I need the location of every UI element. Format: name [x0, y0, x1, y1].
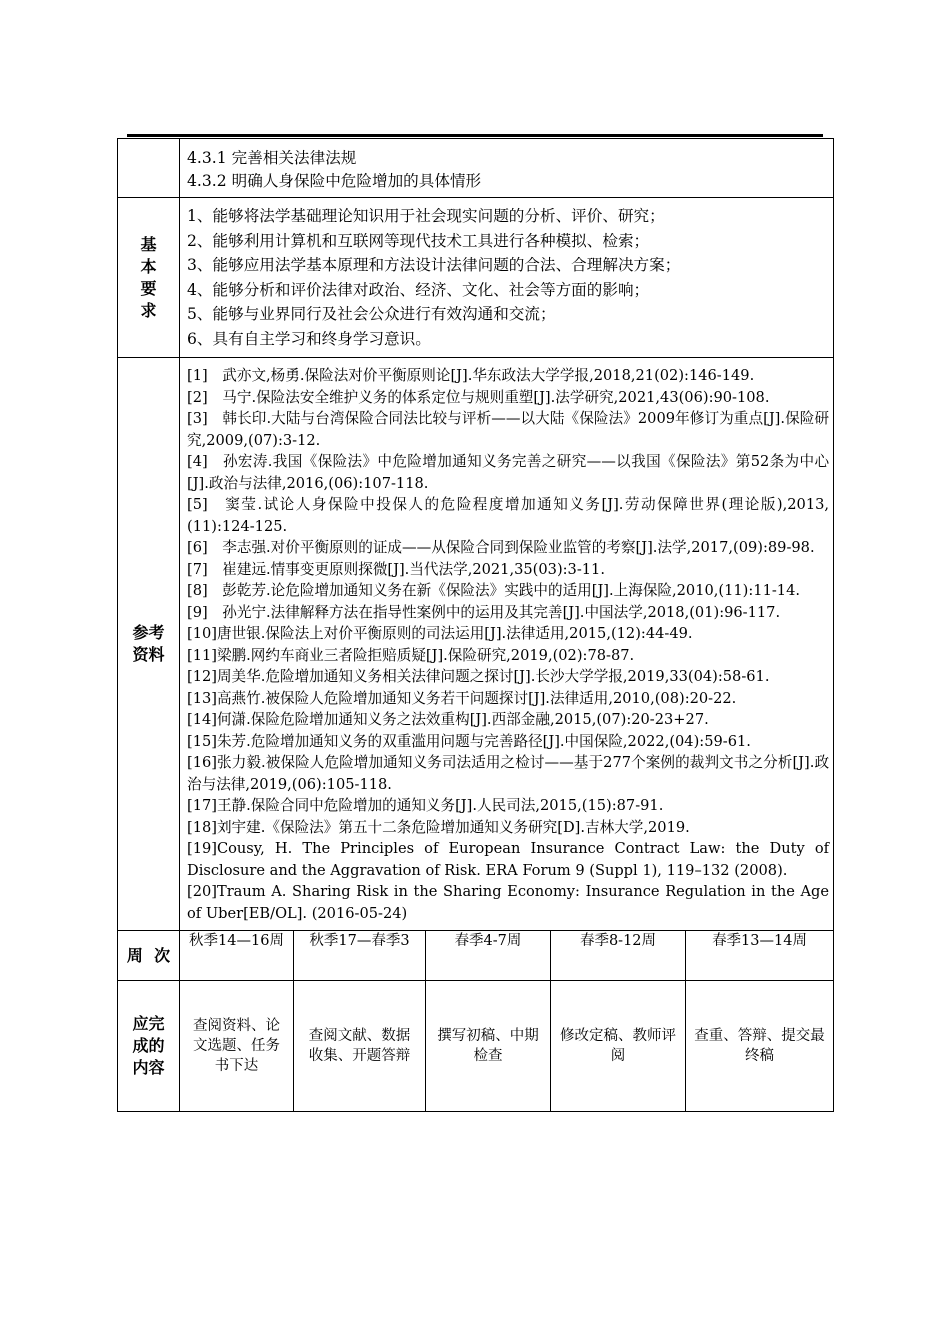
- week-cell: 秋季14—16周: [180, 931, 294, 981]
- label-line: 参考: [132, 623, 165, 642]
- label-char: 要: [140, 278, 157, 298]
- top-line: 4.3.2 明确人身保险中危险增加的具体情形: [187, 172, 482, 190]
- week-cell: 春季13—14周: [686, 931, 834, 981]
- reference-item: [6] 李志强.对价平衡原则的证成——从保险合同到保险业监管的考察[J].法学,2017,(09):89-98.: [187, 539, 815, 556]
- task-cell: 查阅文献、数据收集、开题答辩: [294, 981, 426, 1112]
- label-char: 本: [140, 256, 157, 276]
- schedule-weeks-row: [118, 931, 834, 981]
- section-row-top: [118, 139, 834, 198]
- reference-item: [20]Traum A. Sharing Risk in the Sharing Economy: Insurance Regulation in the Age of Uber[EB/OL]. (2016-05-24): [187, 883, 830, 922]
- reference-item: [13]高燕竹.被保险人危险增加通知义务若干问题探讨[J].法律适用,2010,(08):20-22.: [187, 689, 737, 707]
- tasks-label: [118, 981, 180, 1112]
- reference-item: [15]朱芳.危险增加通知义务的双重滥用问题与完善路径[J].中国保险,2022,(04):59-61.: [187, 732, 751, 750]
- reference-item: [8] 彭乾芳.论危险增加通知义务在新《保险法》实践中的适用[J].上海保险,2010,(11):11-14.: [187, 582, 801, 599]
- reference-item: [2] 马宁.保险法安全维护义务的体系定位与规则重塑[J].法学研究,2021,43(06):90-108.: [187, 388, 770, 406]
- label-char: 基: [140, 234, 157, 254]
- week-cell: 春季8-12周: [551, 931, 686, 981]
- reference-item: [18]刘宇建.《保险法》第五十二条危险增加通知义务研究[D].吉林大学,2019.: [187, 818, 690, 836]
- task-cell: 撰写初稿、中期检查: [426, 981, 551, 1112]
- reference-item: [14]何潇.保险危险增加通知义务之法效重构[J].西部金融,2015,(07):20-23+27.: [187, 711, 709, 728]
- week-label: 周 次: [118, 931, 180, 981]
- references-row: [118, 358, 834, 931]
- requirement-item: 1、能够将法学基础理论知识用于社会现实问题的分析、评价、研究；: [187, 207, 665, 225]
- schedule-tasks-row: [118, 981, 834, 1112]
- references-content: [180, 358, 834, 931]
- references-label: [118, 358, 180, 931]
- top-content-cell: [180, 139, 834, 198]
- reference-item: [16]张力毅.被保险人危险增加通知义务司法适用之检讨——基于277个案例的裁判文书之分析[J].政治与法律,2019,(06):105-118.: [187, 754, 830, 793]
- label-line: 成的: [132, 1036, 165, 1055]
- reference-item: [5] 窦莹.试论人身保险中投保人的危险程度增加通知义务[J].劳动保障世界(理论版),2013,(11):124-125.: [187, 496, 830, 535]
- task-cell: 查阅资料、论文选题、任务书下达: [180, 981, 294, 1112]
- requirements-content: [180, 198, 834, 358]
- week-cell: 秋季17—春季3: [294, 931, 426, 981]
- reference-item: [17]王静.保险合同中危险增加的通知义务[J].人民司法,2015,(15):87-91.: [187, 797, 664, 814]
- task-table: [117, 138, 834, 1112]
- label-line: 内容: [132, 1058, 165, 1077]
- requirement-item: 4、能够分析和评价法律对政治、经济、文化、社会等方面的影响；: [187, 280, 650, 299]
- label-line: 应完: [132, 1014, 165, 1033]
- reference-item: [19]Cousy, H. The Principles of European Insurance Contract Law: the Duty of Disclosure and the Aggravation of Risk. ERA Forum 9 (Suppl 1), 119–132 (2008).: [187, 840, 830, 879]
- header-rule: [127, 134, 823, 137]
- top-label-cell: [118, 139, 180, 198]
- reference-item: [3] 韩长印.大陆与台湾保险合同法比较与评析——以大陆《保险法》2009年修订为重点[J].保险研究,2009,(07):3-12.: [187, 410, 830, 449]
- reference-item: [12]周美华.危险增加通知义务相关法律问题之探讨[J].长沙大学学报,2019,33(04):58-61.: [187, 668, 770, 685]
- requirements-row: [118, 198, 834, 358]
- reference-item: [7] 崔建远.情事变更原则探微[J].当代法学,2021,35(03):3-11.: [187, 560, 605, 578]
- reference-item: [11]梁鹏.网约车商业三者险拒赔质疑[J].保险研究,2019,(02):78-87.: [187, 646, 635, 664]
- reference-item: [1] 武亦文,杨勇.保险法对价平衡原则论[J].华东政法大学学报,2018,21(02):146-149.: [187, 367, 755, 384]
- requirement-item: 2、能够利用计算机和互联网等现代技术工具进行各种模拟、检索；: [187, 231, 650, 250]
- requirement-item: 5、能够与业界同行及社会公众进行有效沟通和交流；: [187, 305, 556, 323]
- label-line: 资料: [132, 645, 165, 664]
- reference-item: [10]唐世银.保险法上对价平衡原则的司法运用[J].法律适用,2015,(12):44-49.: [187, 625, 693, 642]
- requirement-item: 3、能够应用法学基本原理和方法设计法律问题的合法、合理解决方案；: [187, 256, 681, 274]
- reference-item: [9] 孙光宁.法律解释方法在指导性案例中的运用及其完善[J].中国法学,2018,(01):96-117.: [187, 603, 781, 621]
- task-cell: 修改定稿、教师评阅: [551, 981, 686, 1112]
- label-char: 求: [140, 300, 157, 320]
- reference-item: [4] 孙宏涛.我国《保险法》中危险增加通知义务完善之研究——以我国《保险法》第52条为中心[J].政治与法律,2016,(06):107-118.: [187, 453, 830, 492]
- requirements-label: [118, 198, 180, 358]
- week-cell: 春季4-7周: [426, 931, 551, 981]
- task-cell: 查重、答辩、提交最终稿: [686, 981, 834, 1112]
- top-line: 4.3.1 完善相关法律法规: [187, 149, 357, 167]
- requirement-item: 6、具有自主学习和终身学习意识。: [187, 329, 431, 348]
